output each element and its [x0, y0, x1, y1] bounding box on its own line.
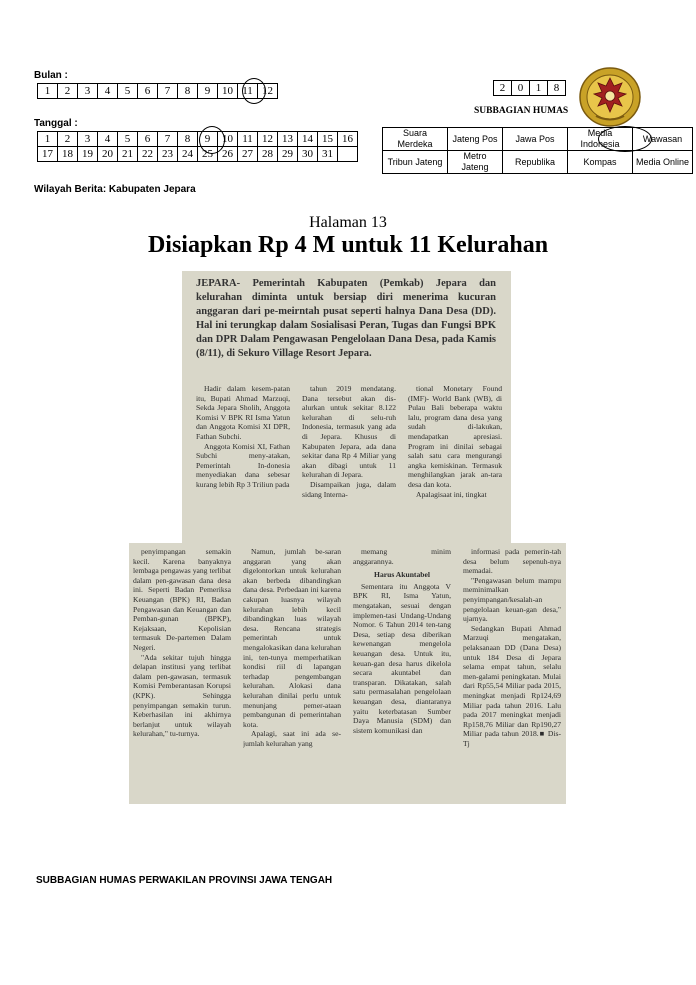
paragraph: Apalagi, saat ini ada se-jumlah kelurahan yang	[243, 729, 341, 748]
article-column	[243, 547, 341, 799]
media-cell: Media Indonesia	[568, 128, 633, 151]
article-lead: JEPARA- Pemerintah Kabupaten (Pemkab) Jepara dan kelurahan diminta untuk bersiap diri menerima kucuran anggaran dari pe-meirntah pusat seperti halnya Dana Desa (DD). Hal ini terungkap dalam Sosialisasi Peran, Tugas dan Fungsi BPK dan DPR Dalam Pengawasan Pengelolaan Dana Desa, pada Kamis (8/11), di Sekuro Village Resort Jepara.	[196, 278, 496, 359]
article-headline: Disiapkan Rp 4 M untuk 11 Kelurahan	[147, 232, 549, 258]
paragraph: "Ada sekitar tujuh hingga delapan institusi yang terlibat dalam pen-gawasan, termasuk Komisi Pemberantasan Korupsi (KPK). Sehingga penyimpangan semakin turun. Keberhasilan ini akhirnya berlanjut untuk wilayah kelurahan," tu-turnya.	[133, 652, 231, 739]
month-cell: 2	[58, 84, 78, 99]
date-cell: 15	[318, 132, 338, 147]
date-cell: 19	[78, 147, 98, 162]
month-cell: 8	[178, 84, 198, 99]
year-digit: 8	[548, 81, 566, 96]
date-cell: 1	[38, 132, 58, 147]
month-cell: 4	[98, 84, 118, 99]
media-cell: Media Online	[633, 151, 693, 174]
media-cell: Jawa Pos	[503, 128, 568, 151]
tanggal-label: Tanggal :	[34, 118, 78, 129]
year-grid	[493, 80, 566, 96]
date-cell: 24	[178, 147, 198, 162]
media-cell: Tribun Jateng	[383, 151, 448, 174]
media-cell: Jateng Pos	[448, 128, 503, 151]
emblem-logo	[578, 66, 642, 128]
paragraph: tahun 2019 mendatang. Dana tersebut akan dis-alurkan untuk sekitar 8.122 kelurahan di selu-ruh Indonesia, termasuk yang ada di Jepara. Khusus di Kabupaten Jepara, ada dana sekitar dana Rp 4 Miliar yang akan dibagi untuk 11 kelurahan di Jepara.	[302, 384, 396, 480]
date-cell: 28	[258, 147, 278, 162]
date-cell: 25	[198, 147, 218, 162]
media-cell: Suara Merdeka	[383, 128, 448, 151]
year-digit: 2	[494, 81, 512, 96]
article-column	[302, 384, 396, 538]
paragraph: tional Monetary Found (IMF)- World Bank (WB), di Pulau Bali beberapa waktu lalu, program dana desa yang sudah di-lakukan, mendapatkan apresiasi. Program ini dinilai sebagai salah satu cara mengurangi angka kemiskinan. Termasuk menghilangkan jarak an-tara desa dan kota.	[408, 384, 502, 489]
date-cell: 27	[238, 147, 258, 162]
date-cell: 18	[58, 147, 78, 162]
paragraph: Sedangkan Bupati Ahmad Marzuqi mengatakan, pelaksanaan DD (Dana Desa) untuk 184 Desa di Jepara selama empat tahun, selalu men-galami peningkatan. Mulai dari Rp55,54 Miliar pada 2015, meningkat menjadi Rp124,69 Miliar pada tahun 2016. Lalu pada 2017 meningkat menjadi Rp158,76 Miliar dan Rp190,27 Miliar pada tahun 2018.■ Dis-Tj	[463, 623, 561, 748]
date-cell: 23	[158, 147, 178, 162]
month-cell: 6	[138, 84, 158, 99]
month-cell: 1	[38, 84, 58, 99]
paragraph: Hadir dalam kesem-patan itu, Bupati Ahmad Marzuqi, Sekda Jepara Sholih, Anggota Komisi V BPK RI Isma Yatun dan Anggota Komisi XI DPR, Fathan Subchi.	[196, 384, 290, 441]
date-cell: 20	[98, 147, 118, 162]
date-cell: 14	[298, 132, 318, 147]
selected-media-circle	[598, 126, 652, 152]
month-cell: 11	[238, 84, 258, 99]
paragraph: Disampaikan juga, dalam sidang Interna-	[302, 479, 396, 499]
date-cell: 5	[118, 132, 138, 147]
date-cell	[338, 147, 358, 162]
paragraph: informasi pada pemerin-tah desa belum sepenuh-nya memadai.	[463, 547, 561, 576]
subbagian-humas: SUBBAGIAN HUMAS	[474, 106, 569, 116]
year-digit: 0	[512, 81, 530, 96]
selected-date-circle	[199, 126, 225, 154]
month-cell: 3	[78, 84, 98, 99]
date-cell: 17	[38, 147, 58, 162]
date-cell: 12	[258, 132, 278, 147]
media-cell: Kompas	[568, 151, 633, 174]
month-cell: 12	[258, 84, 278, 99]
article-column	[196, 384, 290, 538]
page-number: Halaman 13	[309, 214, 387, 231]
date-cell: 11	[238, 132, 258, 147]
date-cell: 4	[98, 132, 118, 147]
date-cell: 2	[58, 132, 78, 147]
subheading: Harus Akuntabel	[374, 570, 430, 580]
date-cell: 8	[178, 132, 198, 147]
clipping-bottom	[129, 543, 566, 804]
footer-text: SUBBAGIAN HUMAS PERWAKILAN PROVINSI JAWA TENGAH	[36, 875, 333, 886]
date-cell: 22	[138, 147, 158, 162]
date-cell: 26	[218, 147, 238, 162]
article-column	[353, 547, 451, 799]
date-cell: 7	[158, 132, 178, 147]
media-cell: Republika	[503, 151, 568, 174]
bulan-label: Bulan :	[34, 70, 68, 81]
date-cell: 16	[338, 132, 358, 147]
article-column	[408, 384, 502, 538]
paragraph: Sementara itu Anggota V BPK RI, Isma Yatun, mengatakan, sesuai dengan implemen-tasi Undang-Undang Nomor. 6 Tahun 2014 ten-tang Desa, setiap desa diberikan kewenangan mengelola keuangan desa. Untuk itu, keuan-gan desa harus dikelola secara akuntabel dan transparan. Dikatakan, salah satu permasalahan pengelolaan keuangan desa, diantaranya yaitu keterbatasan Sumber Daya Manusia (SDM) dan sistem komunikasi dan	[353, 581, 451, 735]
date-cell: 31	[318, 147, 338, 162]
media-cell: Metro Jateng	[448, 151, 503, 174]
month-cell: 5	[118, 84, 138, 99]
paragraph: penyimpangan semakin kecil. Karena banyaknya lembaga pengawas yang terlibat dalam pen-gawasan dana desa ini. Seperti Badan Pemeriksa Keuangan (BPK) RI, Badan Pengawasan dan Keuangan dan Pemban-gunan (BPKP), Kejaksaan, Kepolisian termasuk De-partemen Dalam Negeri.	[133, 547, 231, 652]
media-cell: Wawasan	[633, 128, 693, 151]
paragraph: Apalagisaat ini, tingkat	[416, 489, 487, 499]
date-cell: 30	[298, 147, 318, 162]
date-cell: 9	[198, 132, 218, 147]
paragraph: Anggota Komisi XI, Fathan Subchi meny-atakan, Pemerintah In-donesia menyediakan dana sebesar kurang lebih Rp 3 Triliun pada	[196, 441, 290, 489]
date-grid	[37, 131, 358, 162]
date-cell: 6	[138, 132, 158, 147]
selected-month-circle	[242, 78, 266, 104]
month-cell: 7	[158, 84, 178, 99]
date-cell: 29	[278, 147, 298, 162]
date-cell: 13	[278, 132, 298, 147]
month-cell: 9	[198, 84, 218, 99]
article-column	[463, 547, 561, 799]
paragraph: "Pengawasan belum mampu meminimalkan penyimpangan/kesalah-an pengelolaan keuan-gan desa," ujarnya.	[463, 575, 561, 624]
date-cell: 10	[218, 132, 238, 147]
article-column	[133, 547, 231, 799]
wilayah-label: Wilayah Berita: Kabupaten Jepara	[34, 184, 196, 195]
year-digit: 1	[530, 81, 548, 96]
paragraph: Namun, jumlah be-saran anggaran yang akan digelontorkan untuk kelurahan akan berbeda dibandingkan dana desa. Perbedaan ini karena cakupan luasnya wilayah kelurahan lebih kecil dibandingkan luas wilayah desa. Rencana strategis pemerintah untuk mengalokasikan dana kelurahan ini, ten-tunya memperhatikan kondisi riil di lapangan terhadap pengembangan kelurahan. Alokasi dana kelurahan dinilai perlu untuk menunjang pemer-ataan pembangunan di pemerintahan kota.	[243, 547, 341, 729]
date-cell: 21	[118, 147, 138, 162]
paragraph: memang minim anggarannya.	[353, 547, 451, 566]
date-cell: 3	[78, 132, 98, 147]
clipping-top	[182, 271, 511, 543]
month-cell: 10	[218, 84, 238, 99]
